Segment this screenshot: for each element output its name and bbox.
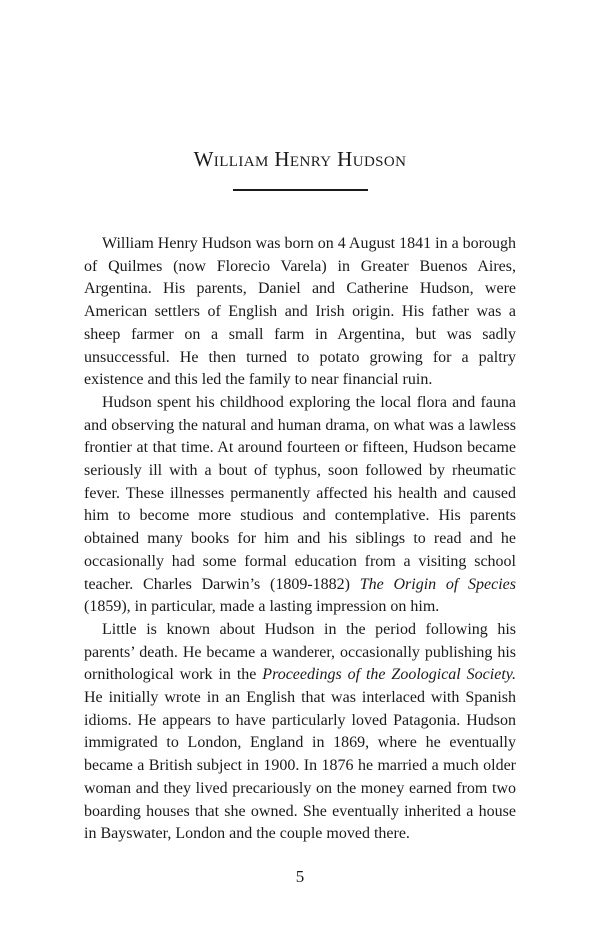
page-number: 5 xyxy=(295,867,305,886)
paragraph-3-text-b: He initially wrote in an English that was interlaced with Spanish idioms. He appears to have particularly loved Patagonia. Hudson immigrated to London, England in 1869, where he eventually became a British subject in 1900. In 1876 he married a much older woman and they lived precariously on the money earned from two boarding houses that she owned. She eventually inherited a house in Bayswater, London and the couple moved there. xyxy=(84,689,516,843)
title-underline-rule xyxy=(233,189,368,191)
paragraph-3 xyxy=(84,619,516,846)
chapter-title: William Henry Hudson xyxy=(193,147,407,171)
paragraph-3-text-a: Little is known about Hudson in the period following his parents’ death. He became a wanderer, occasionally publishing his ornithological work in the xyxy=(84,620,516,684)
book-title-origin-of-species: The Origin of Species xyxy=(359,575,517,593)
paragraph-2-text-a: Hudson spent his childhood exploring the local flora and fauna and observing the natural and human drama, on what was a lawless frontier at that time. At around fourteen or fifteen, Hudson became seriously ill with a bout of typhus, soon followed by rheumatic fever. These illnesses permanently affected his health and caused him to become more studious and contemplative. His parents obtained many books for him and his siblings to read and he occasionally had some formal education from a visiting school teacher. Charles Darwin’s (1809-1882) xyxy=(84,393,516,593)
paragraph-2 xyxy=(84,392,516,619)
paragraph-1 xyxy=(84,233,516,392)
paragraph-1-text: William Henry Hudson was born on 4 August 1841 in a borough of Quilmes (now Florecio Varela) in Greater Buenos Aires, Argentina. His parents, Daniel and Catherine Hudson, were American settlers of English and Irish origin. His father was a sheep farmer on a small farm in Argentina, but was sadly unsuccessful. He then turned to potato growing for a paltry existence and this led the family to near financial ruin. xyxy=(84,235,516,389)
journal-title-proceedings: Proceedings of the Zoological Society. xyxy=(262,666,516,684)
paragraph-2-text-b: (1859), in particular, made a lasting impression on him. xyxy=(84,598,440,616)
body-text xyxy=(84,233,516,846)
